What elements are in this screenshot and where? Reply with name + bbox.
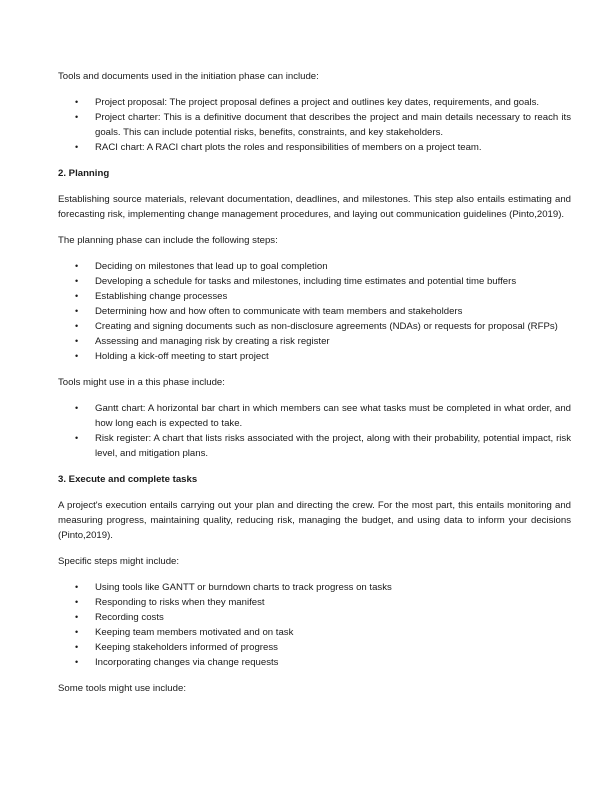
list-item-text: Responding to risks when they manifest: [95, 597, 265, 608]
list-item-text: Incorporating changes via change requests: [95, 657, 279, 668]
bullet-icon: •: [75, 291, 79, 301]
list-item-text: Risk register: A chart that lists risks associated with the project, along with their probability, potential impact, risk level, and mitigation plans.: [95, 433, 571, 459]
bullet-icon: •: [75, 321, 79, 331]
list-item-text: Project charter: This is a definitive document that describes the project and main details necessary to reach its goals. This can include potential risks, benefits, constraints, and key stakeholders.: [95, 112, 571, 138]
bullet-icon: •: [75, 306, 79, 316]
section-heading-1: 2. Planning: [58, 168, 110, 179]
paragraph-1: Tools and documents used in the initiation phase can include:: [58, 71, 319, 82]
list-item: [58, 110, 571, 140]
paragraph-4: Tools might use in a this phase include:: [58, 377, 225, 388]
paragraph-2: Establishing source materials, relevant documentation, deadlines, and milestones. This step also entails estimating and forecasting risk, implementing change management procedures, and laying out communication guidelines (Pinto,2019).: [58, 194, 571, 220]
bullet-icon: •: [75, 627, 79, 637]
list-item: [58, 595, 571, 610]
bullet-icon: •: [75, 336, 79, 346]
list-item: [58, 401, 571, 431]
section-heading-2: 3. Execute and complete tasks: [58, 474, 198, 485]
paragraph-6: Specific steps might include:: [58, 556, 180, 567]
list-item-text: Keeping team members motivated and on task: [95, 627, 294, 638]
bullet-icon: •: [75, 642, 79, 652]
list-item: [58, 640, 571, 655]
bullet-icon: •: [75, 97, 79, 107]
list-item: [58, 95, 571, 110]
list-item: [58, 319, 571, 334]
bullet-icon: •: [75, 657, 79, 667]
bullet-icon: •: [75, 433, 79, 443]
bullet-icon: •: [75, 582, 79, 592]
document-body: [58, 69, 571, 707]
list-item: [58, 140, 571, 155]
list-item-text: Determining how and how often to communicate with team members and stakeholders: [95, 306, 463, 317]
list-item: [58, 349, 571, 364]
list-item: [58, 289, 571, 304]
list-item: [58, 304, 571, 319]
list-item-text: Developing a schedule for tasks and milestones, including time estimates and potential time buffers: [95, 276, 517, 287]
list-item-text: Project proposal: The project proposal defines a project and outlines key dates, requirements, and goals.: [95, 97, 540, 108]
list-item-text: Holding a kick-off meeting to start project: [95, 351, 269, 362]
list-item-text: Creating and signing documents such as non-disclosure agreements (NDAs) or requests for proposal (RFPs): [95, 321, 558, 332]
list-item-text: Assessing and managing risk by creating a risk register: [95, 336, 330, 347]
bullet-list-4: [58, 580, 571, 670]
bullet-icon: •: [75, 403, 79, 413]
paragraph-5: A project's execution entails carrying out your plan and directing the crew. For the most part, this entails monitoring and measuring progress, maintaining quality, reducing risk, managing the budget, and using data to inform your decisions (Pinto,2019).: [58, 500, 571, 541]
bullet-icon: •: [75, 261, 79, 271]
list-item: [58, 580, 571, 595]
paragraph-3: The planning phase can include the following steps:: [58, 235, 278, 246]
list-item: [58, 274, 571, 289]
list-item: [58, 610, 571, 625]
list-item-text: Deciding on milestones that lead up to goal completion: [95, 261, 328, 272]
list-item: [58, 625, 571, 640]
bullet-icon: •: [75, 276, 79, 286]
list-item-text: Using tools like GANTT or burndown charts to track progress on tasks: [95, 582, 392, 593]
list-item: [58, 431, 571, 461]
bullet-icon: •: [75, 351, 79, 361]
list-item-text: Keeping stakeholders informed of progress: [95, 642, 278, 653]
bullet-list-2: [58, 259, 571, 364]
list-item-text: Recording costs: [95, 612, 164, 623]
list-item-text: RACI chart: A RACI chart plots the roles and responsibilities of members on a project team.: [95, 142, 482, 153]
bullet-icon: •: [75, 142, 79, 152]
paragraph-7: Some tools might use include:: [58, 683, 186, 694]
bullet-icon: •: [75, 597, 79, 607]
bullet-list-1: [58, 95, 571, 155]
bullet-icon: •: [75, 612, 79, 622]
list-item: [58, 334, 571, 349]
list-item-text: Gantt chart: A horizontal bar chart in which members can see what tasks must be completed in what order, and how long each is expected to take.: [95, 403, 571, 429]
bullet-list-3: [58, 401, 571, 461]
list-item: [58, 259, 571, 274]
bullet-icon: •: [75, 112, 79, 122]
list-item: [58, 655, 571, 670]
list-item-text: Establishing change processes: [95, 291, 228, 302]
